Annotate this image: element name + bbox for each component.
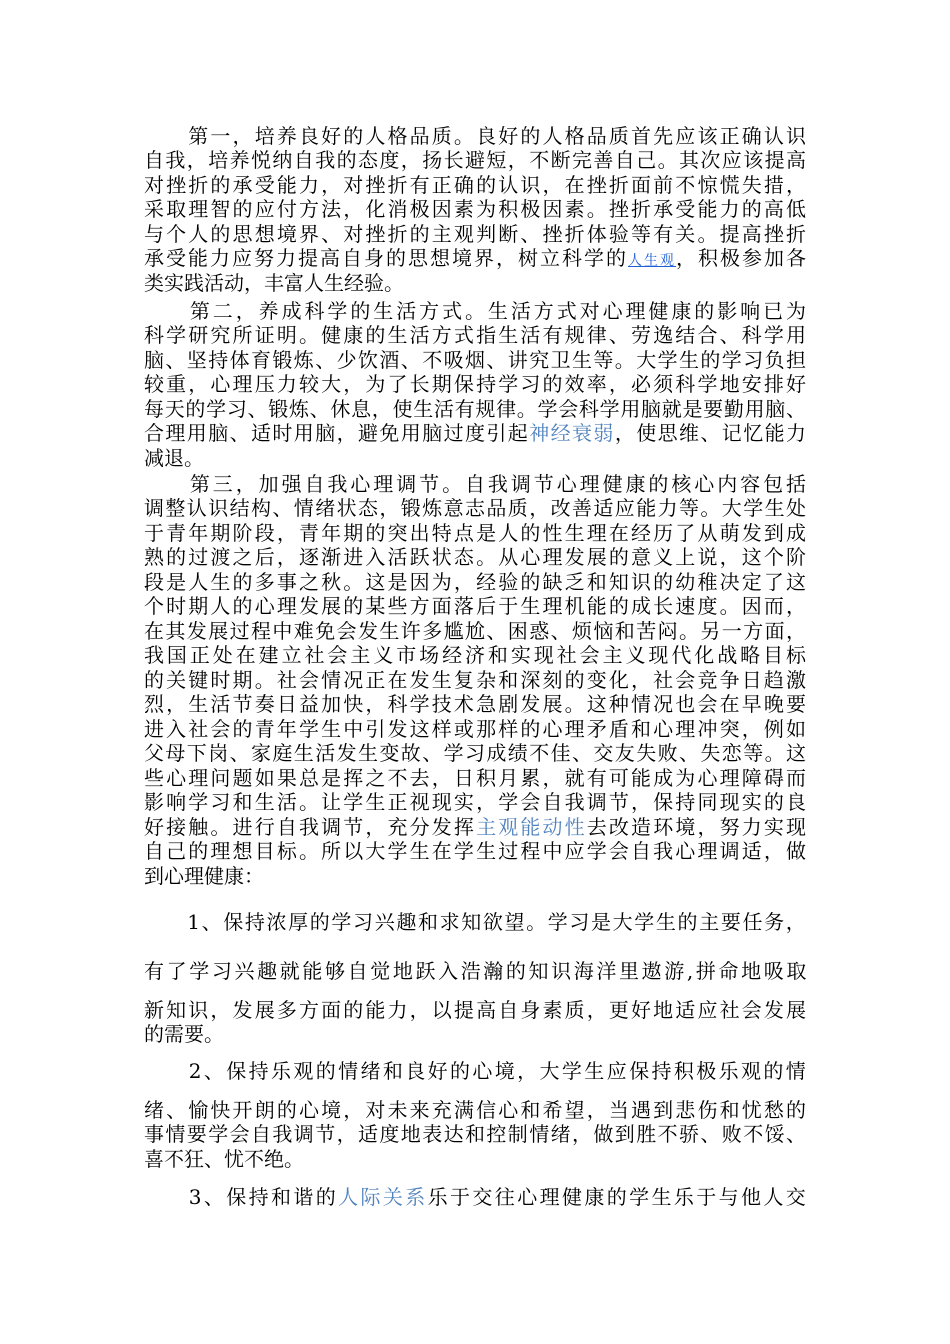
- text-line: 2、保持乐观的情绪和良好的心境，大学生应保持积极乐观的情: [144, 1059, 809, 1083]
- text-line: 第一，培养良好的人格品质。良好的人格品质首先应该正确认识: [144, 124, 809, 148]
- text-line: 减退。: [144, 446, 204, 470]
- text-line: 合理用脑、适时用脑，避免用脑过度引起神经衰弱，使思维、记忆能力: [144, 421, 808, 445]
- text-line: 绪、愉快开朗的心境，对未来充满信心和希望，当遇到悲伤和忧愁的: [144, 1098, 809, 1122]
- text-line: 1、保持浓厚的学习兴趣和求知欲望。学习是大学生的主要任务，: [144, 910, 808, 934]
- text-line: 事情要学会自我调节，适度地表达和控制情绪，做到胜不骄、败不馁、: [144, 1122, 808, 1146]
- link-subjective-initiative[interactable]: 主观能动性: [476, 815, 587, 839]
- text-line: 到心理健康：: [144, 864, 264, 888]
- text-line: 与个人的思想境界、对挫折的主观判断、挫折体验等有关。提高挫折: [144, 222, 809, 246]
- link-neurasthenia[interactable]: 神经衰弱: [529, 421, 615, 445]
- text-line: 第三，加强自我心理调节。自我调节心理健康的核心内容包括: [144, 472, 809, 496]
- link-interpersonal-relations[interactable]: 人际关系: [338, 1185, 428, 1209]
- text-line: 科学研究所证明。健康的生活方式指生活有规律、劳逸结合、科学用: [144, 323, 809, 347]
- text-line: 在其发展过程中难免会发生许多尴尬、困惑、烦恼和苦闷。另一方面，: [144, 619, 808, 643]
- text-line: 每天的学习、锻炼、休息，使生活有规律。学会科学用脑就是要勤用脑、: [144, 397, 807, 421]
- text-line: 个时期人的心理发展的某些方面落后于生理机能的成长速度。因而，: [144, 594, 809, 618]
- text-line: 的关键时期。社会情况正在发生复杂和深刻的变化，社会竞争日趋激: [144, 668, 809, 692]
- text-line: 第二，养成科学的生活方式。生活方式对心理健康的影响已为: [144, 299, 809, 323]
- text-line: 采取理智的应付方法，化消极因素为积极因素。挫折承受能力的高低: [144, 197, 809, 221]
- text-line: 自我，培养悦纳自我的态度，扬长避短，不断完善自己。其次应该提高: [144, 148, 808, 172]
- text-line: 对挫折的承受能力，对挫折有正确的认识，在挫折面前不惊慌失措，: [144, 173, 809, 197]
- text-line: 烈，生活节奏日益加快，科学技术急剧发展。这种情况也会在早晚要: [144, 692, 809, 716]
- text-line: 段是人生的多事之秋。这是因为，经验的缺乏和知识的幼稚决定了这: [144, 570, 809, 594]
- text-line: 影响学习和生活。让学生正视现实，学会自我调节，保持同现实的良: [144, 790, 809, 814]
- text-line: 的需要。: [144, 1022, 224, 1046]
- text-line: 自己的理想目标。所以大学生在学生过程中应学会自我心理调适，做: [144, 839, 809, 863]
- text-line: 进入社会的青年学生中引发这样或那样的心理矛盾和心理冲突，例如: [144, 717, 809, 741]
- link-outlook-on-life[interactable]: 人生观: [628, 253, 676, 269]
- text-line: 父母下岗、家庭生活发生变故、学习成绩不佳、交友失败、失恋等。这: [144, 741, 808, 765]
- text-line: 较重，心理压力较大，为了长期保持学习的效率，必须科学地安排好: [144, 372, 809, 396]
- text-line: 调整认识结构、情绪状态，锻炼意志品质，改善适应能力等。大学生处: [144, 496, 808, 520]
- text-line: 类实践活动，丰富人生经验。: [144, 271, 404, 295]
- text-line: 脑、坚持体育锻炼、少饮酒、不吸烟、讲究卫生等。大学生的学习负担: [144, 348, 808, 372]
- text-line: 新知识，发展多方面的能力，以提高自身素质，更好地适应社会发展: [144, 998, 809, 1022]
- text-line: 好接触。进行自我调节，充分发挥主观能动性去改造环境，努力实现: [144, 815, 809, 839]
- text-line: 些心理问题如果总是挥之不去，日积月累，就有可能成为心理障碍而: [144, 766, 809, 790]
- text-line: 3、保持和谐的人际关系乐于交往心理健康的学生乐于与他人交: [144, 1185, 809, 1209]
- text-line: 有了学习兴趣就能够自觉地跃入浩瀚的知识海洋里遨游,拼命地吸取: [144, 959, 809, 983]
- text-line: 熟的过渡之后，逐渐进入活跃状态。从心理发展的意义上说，这个阶: [144, 545, 809, 569]
- text-line: 喜不狂、忧不绝。: [144, 1147, 304, 1171]
- text-line: 我国正处在建立社会主义市场经济和实现社会主义现代化战略目标: [144, 643, 809, 667]
- text-line: 承受能力应努力提高自身的思想境界，树立科学的人生观，积极参加各: [144, 246, 808, 270]
- text-line: 于青年期阶段，青年期的突出特点是人的性生理在经历了从萌发到成: [144, 521, 809, 545]
